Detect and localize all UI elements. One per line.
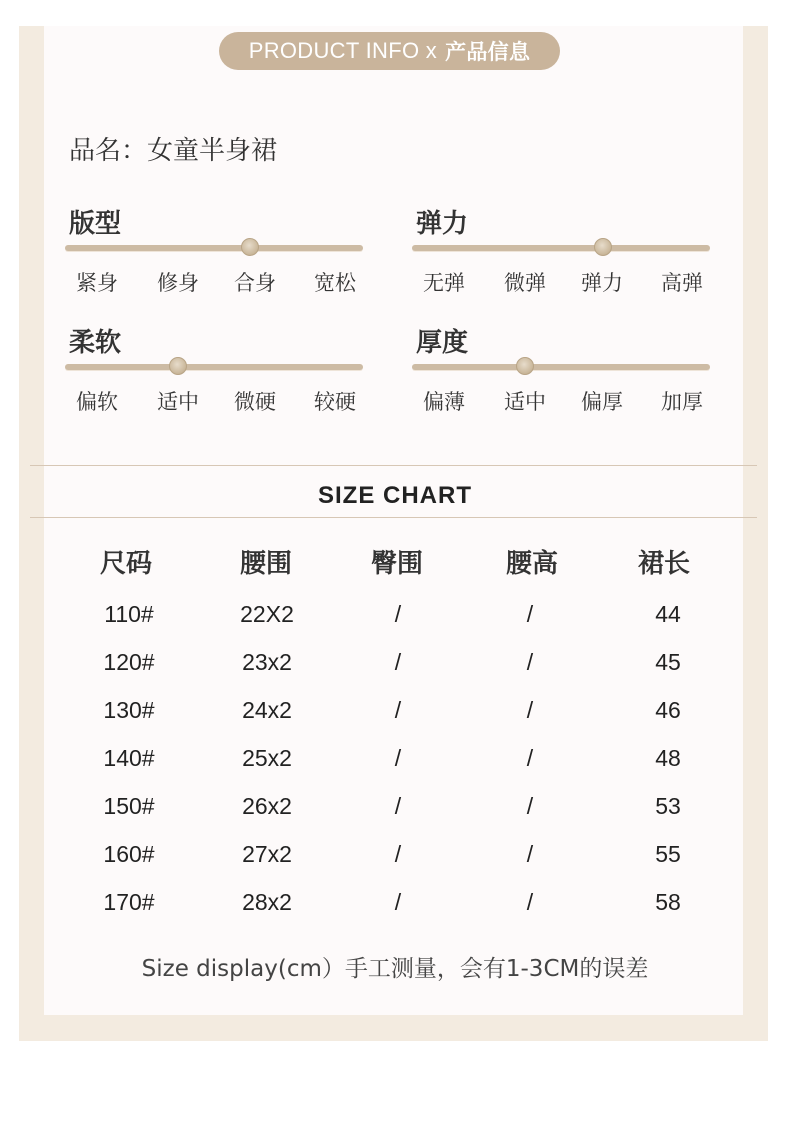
table-cell: 22X2 [240,601,294,627]
table-cell: 140# [103,745,155,771]
slider-track [412,364,710,370]
table-cell: / [526,697,534,723]
product-info-header [219,32,560,70]
header-cn: 产品信息 [445,40,531,64]
option-label: 修身 [157,271,199,295]
option-label: 加厚 [661,390,703,414]
option-label: 合身 [234,271,276,295]
table-cell: 53 [655,793,681,819]
option-label: 较硬 [314,390,356,414]
table-cell: 120# [103,649,155,675]
table-cell: / [394,841,402,867]
table-cell: 44 [655,601,681,627]
slider-knob [241,238,259,256]
column-header: 臀围 [370,549,423,579]
table-cell: 110# [104,601,154,627]
header-en: PRODUCT INFO x [248,38,438,63]
divider-top [30,465,757,466]
table-cell: 26x2 [242,793,292,819]
slider-track [65,245,363,251]
option-label: 高弹 [661,271,703,295]
table-cell: / [394,793,402,819]
attr-title: 版型 [69,209,122,239]
option-label: 偏软 [76,390,118,414]
option-label: 适中 [157,390,199,414]
column-header: 裙长 [637,549,690,579]
table-cell: 24x2 [242,697,292,723]
option-label: 弹力 [581,271,623,295]
table-cell: / [394,745,402,771]
option-label: 紧身 [76,271,118,295]
table-cell: / [394,649,402,675]
column-header: 尺码 [99,549,152,579]
table-cell: 55 [655,841,681,867]
slider-track [65,364,363,370]
option-label: 偏厚 [581,390,623,414]
slider-track [412,245,710,251]
option-label: 微硬 [234,390,276,414]
table-cell: / [526,745,534,771]
table-cell: 150# [103,793,155,819]
size-chart-title: SIZE CHART [318,482,472,509]
table-cell: / [526,889,534,915]
table-cell: 23x2 [242,649,292,675]
table-cell: 130# [103,697,155,723]
table-cell: / [394,697,402,723]
option-label: 偏薄 [423,390,465,414]
table-cell: / [526,601,534,627]
table-cell: 160# [103,841,155,867]
slider-knob [594,238,612,256]
column-header: 腰围 [239,549,292,579]
table-cell: 48 [655,745,681,771]
product-name: 品名：女童半身裙 [69,136,278,166]
attr-title: 柔软 [69,328,122,358]
table-cell: 46 [655,697,681,723]
attr-title: 弹力 [416,209,469,239]
table-cell: 58 [655,889,681,915]
option-label: 无弹 [423,271,465,295]
table-cell: / [394,889,402,915]
table-cell: 45 [655,649,681,675]
table-cell: 28x2 [242,889,292,915]
table-cell: / [394,601,402,627]
measurement-note: Size display(cm）手工测量，会有1-3CM的误差 [141,956,649,982]
table-cell: 27x2 [242,841,292,867]
option-label: 适中 [504,390,546,414]
column-header: 腰高 [505,549,558,579]
option-label: 微弹 [504,271,546,295]
option-label: 宽松 [314,271,356,295]
table-cell: 170# [103,889,155,915]
table-cell: 25x2 [242,745,292,771]
table-cell: / [526,841,534,867]
table-cell: / [526,793,534,819]
table-cell: / [526,649,534,675]
divider-bottom [30,517,757,518]
attr-title: 厚度 [416,328,469,358]
